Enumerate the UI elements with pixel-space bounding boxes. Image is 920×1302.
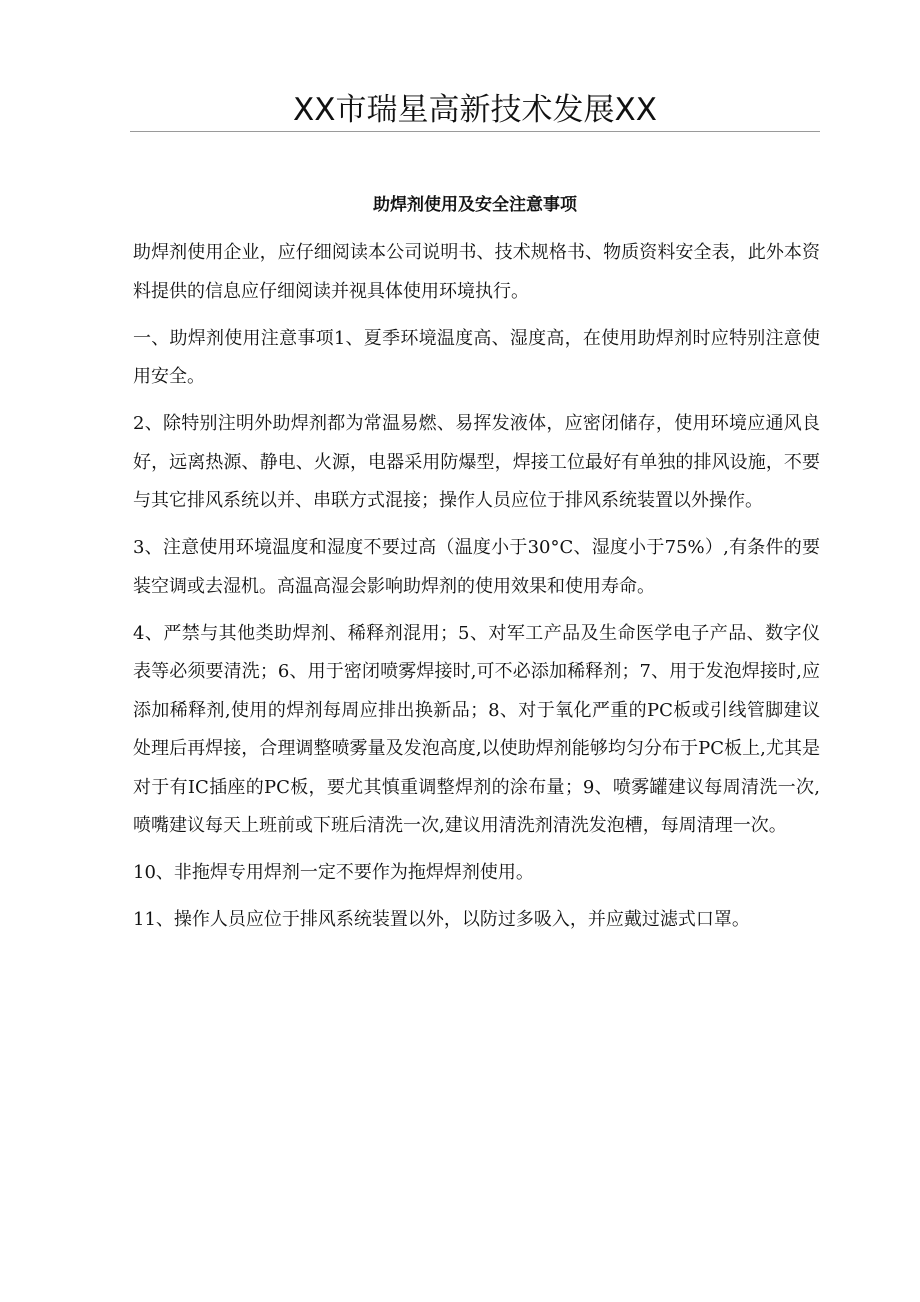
intro-paragraph: 助焊剂使用企业，应仔细阅读本公司说明书、技术规格书、物质资料安全表，此外本资料提供的信息应仔细阅读并视具体使用环境执行。 [133, 242, 820, 302]
document-body [133, 234, 820, 948]
item-3-paragraph: 3、注意使用环境温度和湿度不要过高（温度小于30°C、湿度小于75%）,有条件的要装空调或去湿机。高温高湿会影响助焊剂的使用效果和使用寿命。 [133, 537, 820, 597]
item-11-paragraph: 11、操作人员应位于排风系统装置以外，以防过多吸入，并应戴过滤式口罩。 [133, 909, 750, 930]
company-header-title: XX市瑞星高新技术发展XX [293, 92, 657, 128]
item-10-paragraph: 10、非拖焊专用焊剂一定不要作为拖焊焊剂使用。 [133, 862, 534, 883]
document-title: 助焊剂使用及安全注意事项 [373, 195, 577, 215]
section-1-paragraph: 一、助焊剂使用注意事项1、夏季环境温度高、湿度高，在使用助焊剂时应特别注意使用安全。 [133, 327, 820, 387]
item-2-paragraph: 2、除特别注明外助焊剂都为常温易燃、易挥发液体，应密闭储存，使用环境应通风良好，远离热源、静电、火源，电器采用防爆型，焊接工位最好有单独的排风设施，不要与其它排风系统以并、串联方式混接；操作人员应位于排风系统装置以外操作。 [133, 413, 820, 511]
items-4-9-paragraph: 4、严禁与其他类助焊剂、稀释剂混用；5、对军工产品及生命医学电子产品、数字仪表等必须要清洗；6、用于密闭喷雾焊接时,可不必添加稀释剂；7、用于发泡焊接时,应添加稀释剂,使用的焊剂每周应排出换新品；8、对于氧化严重的PC板或引线管脚建议处理后再焊接，合理调整喷雾量及发泡高度,以使助焊剂能够均匀分布于PC板上,尤其是对于有IC插座的PC板，要尤其慎重调整焊剂的涂布量；9、喷雾罐建议每周清洗一次,喷嘴建议每天上班前或下班后清洗一次,建议用清洗剂清洗发泡槽，每周清理一次。 [133, 622, 820, 836]
header-divider [130, 131, 820, 132]
